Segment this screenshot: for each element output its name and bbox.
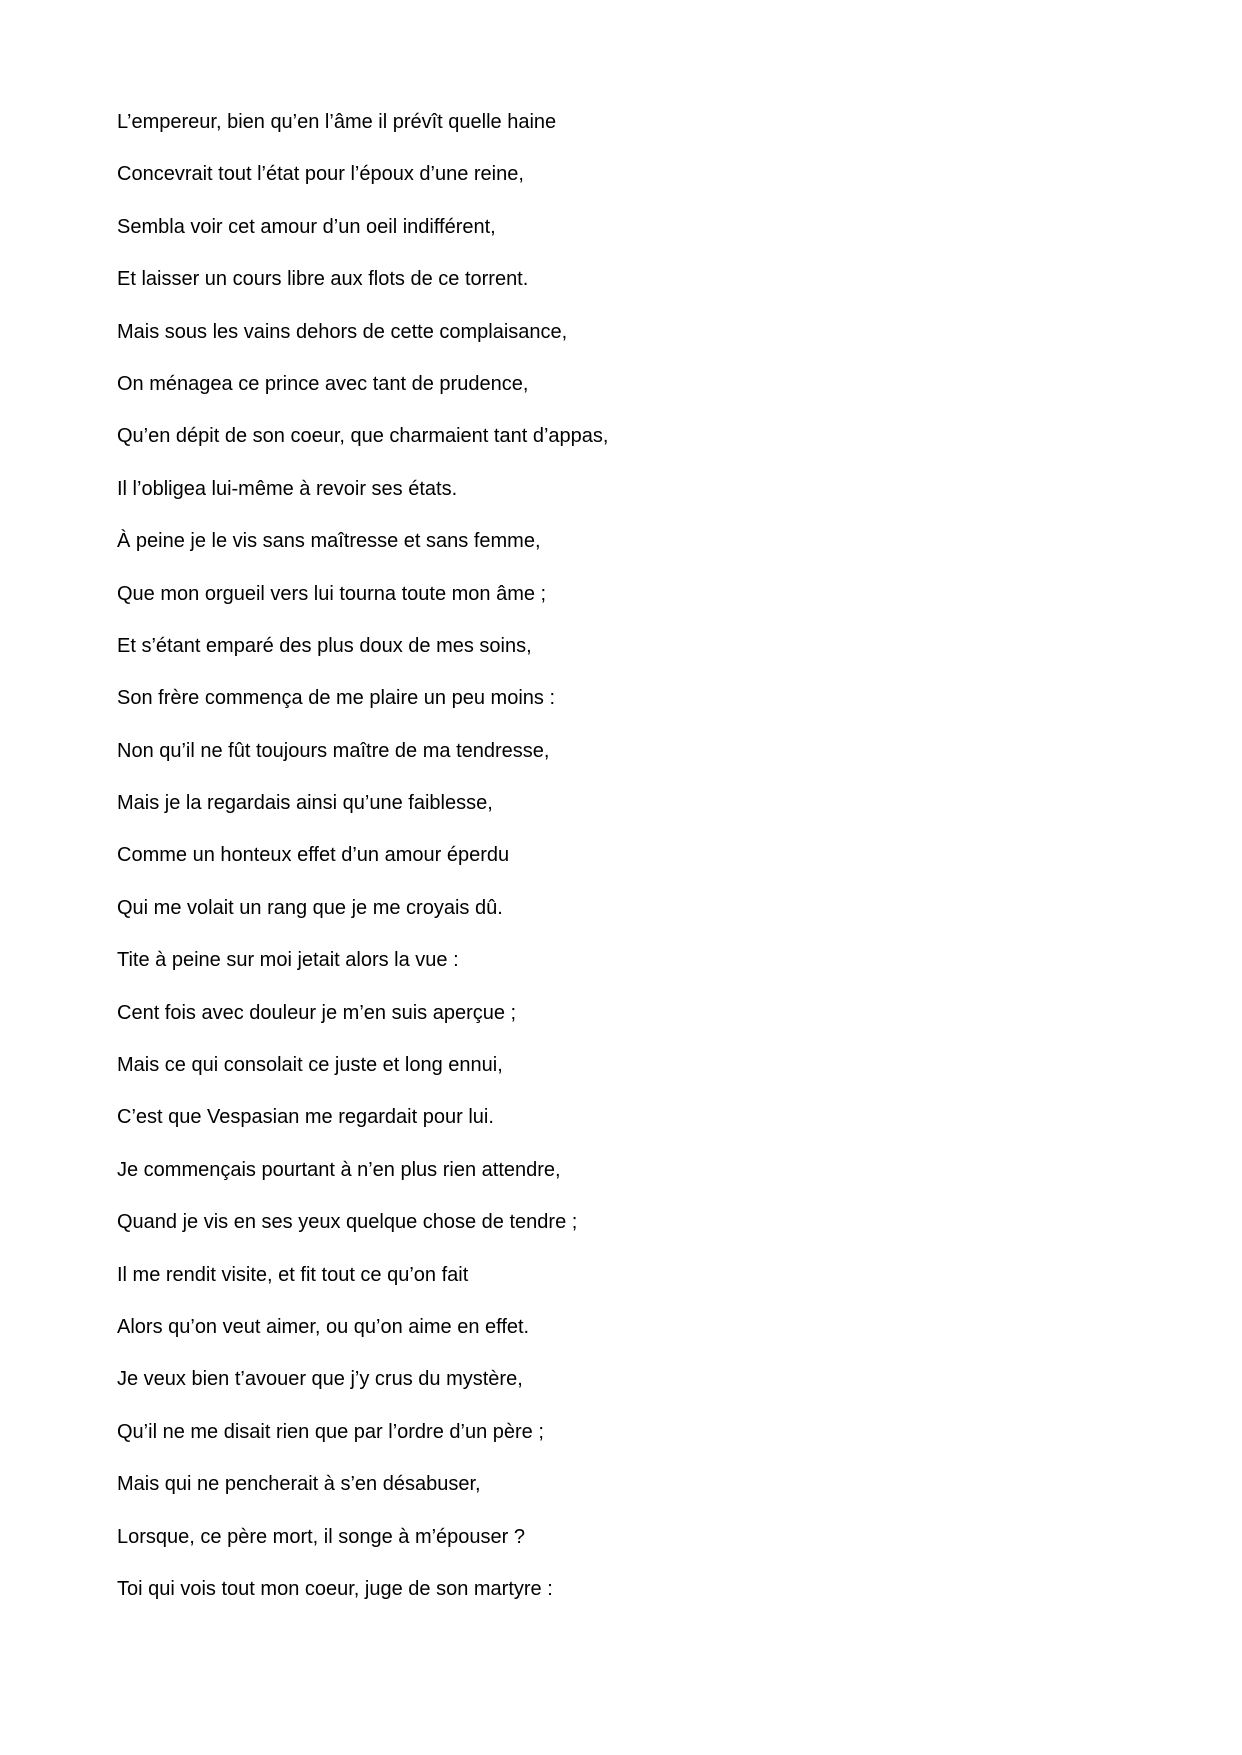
verse-line: Lorsque, ce père mort, il songe à m’épouser ? (117, 1525, 525, 1548)
verse-line: Mais qui ne pencherait à s’en désabuser, (117, 1473, 481, 1496)
verse-line: Qu’en dépit de son coeur, que charmaient tant d’appas, (117, 425, 609, 448)
verse-line: Son frère commença de me plaire un peu moins : (117, 687, 555, 710)
verse-line: Et s’étant emparé des plus doux de mes soins, (117, 634, 532, 657)
verse-line: Sembla voir cet amour d’un oeil indifférent, (117, 215, 496, 238)
verse-line: Et laisser un cours libre aux flots de ce torrent. (117, 268, 529, 291)
verse-line: Alors qu’on veut aimer, ou qu’on aime en effet. (117, 1315, 530, 1338)
verse-line: Mais ce qui consolait ce juste et long ennui, (117, 1054, 503, 1077)
verse-line: L’empereur, bien qu’en l’âme il prévît quelle haine (117, 111, 557, 133)
poem-text (117, 109, 608, 1628)
verse-line: Il me rendit visite, et fit tout ce qu’on fait (117, 1263, 469, 1286)
verse-line: Non qu’il ne fût toujours maître de ma tendresse, (117, 739, 550, 762)
verse-line: Toi qui vois tout mon coeur, juge de son martyre : (117, 1577, 553, 1600)
verse-line: C’est que Vespasian me regardait pour lui. (117, 1106, 494, 1129)
verse-line: Mais sous les vains dehors de cette complaisance, (117, 320, 568, 343)
verse-line: Qui me volait un rang que je me croyais dû. (117, 896, 503, 919)
verse-line: Comme un honteux effet d’un amour éperdu (117, 844, 510, 867)
verse-line: Qu’il ne me disait rien que par l’ordre d’un père ; (117, 1420, 544, 1443)
verse-line: Il l’obligea lui-même à revoir ses états. (117, 477, 458, 500)
verse-line: Je veux bien t’avouer que j’y crus du mystère, (117, 1368, 523, 1391)
verse-line: Tite à peine sur moi jetait alors la vue : (117, 949, 459, 972)
verse-line: À peine je le vis sans maîtresse et sans femme, (117, 530, 541, 553)
verse-line: Quand je vis en ses yeux quelque chose de tendre ; (117, 1211, 578, 1234)
verse-line: On ménagea ce prince avec tant de prudence, (117, 372, 529, 395)
verse-line: Concevrait tout l’état pour l’époux d’une reine, (117, 163, 524, 186)
verse-line: Je commençais pourtant à n’en plus rien attendre, (117, 1158, 561, 1181)
verse-line: Cent fois avec douleur je m’en suis aperçue ; (117, 1001, 517, 1024)
verse-line: Que mon orgueil vers lui tourna toute mon âme ; (117, 582, 547, 605)
verse-line: Mais je la regardais ainsi qu’une faiblesse, (117, 792, 493, 815)
